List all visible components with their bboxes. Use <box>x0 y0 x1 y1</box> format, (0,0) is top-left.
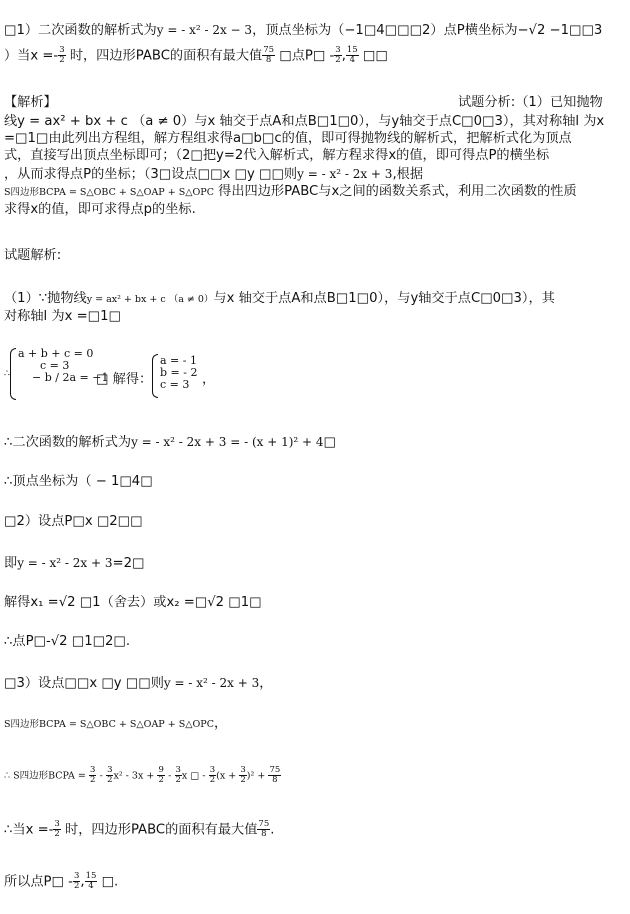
solution-line: ∴顶点坐标为（ − 1□4□ <box>4 474 153 489</box>
answer-line-2: ）当x =- $\frac{3}{2}$ 时，四边形PABC的面积有最大值 $\frac{75}{8}$ □点P□ - $\frac{3}{2}$ , $\frac{15}{4}$ □□ <box>4 45 388 65</box>
fraction: $\frac{3}{2}$ <box>240 765 246 785</box>
fraction: $\frac{15}{4}$ <box>346 45 358 65</box>
analysis-header: 【解析】 <box>4 95 57 110</box>
equation-system-left: a + b + c = 0 c = 3 − b / 2a = −1 <box>18 347 109 384</box>
math-expression: y = - x² - 2x + 3 = - (x + 1)² + 4 <box>131 435 324 449</box>
punctuation: ， <box>202 372 216 387</box>
solution-line: ∴ S四边形BCPA = $\frac{3}{2}$ - $\frac{3}{2}$ x² - 3x + $\frac{9}{2}$ - $\frac{3}{2}$ x □ - $\frac{3}{2}$ (x + $\frac{3}{2}$ )² + $\frac{75}{8}$ <box>4 765 281 785</box>
fraction: $\frac{9}{2}$ <box>158 765 164 785</box>
fraction: $\frac{3}{2}$ <box>335 45 341 65</box>
solution-line: ∴点P□-√2 □1□2□. <box>4 634 131 649</box>
analysis-line: =□1□由此列出方程组，解方程组求得a□b□c的值，即可得抛物线的解析式，把解析式化为顶点 <box>4 131 572 146</box>
analysis-line: S四边形BCPA = S△OBC + S△OAP + S△OPC 得出四边形PABC与x之间的函数关系式，利用二次函数的性质 <box>4 184 577 199</box>
fraction: $\frac{75}{8}$ <box>263 45 275 65</box>
analysis-line: 求得x的值，即可求得点p的坐标. <box>4 202 196 217</box>
fraction: $\frac{3}{2}$ <box>73 871 80 891</box>
solution-line: 即y = - x² - 2x + 3=2□ <box>4 556 145 571</box>
analysis-line: 式，直接写出顶点坐标即可；（2□把y=2代入解析式，解方程求得x的值，即可得点P的横坐标 <box>4 148 550 163</box>
solution-line: 所以点P□ - $\frac{3}{2}$ , $\frac{15}{4}$ □. <box>4 871 119 891</box>
math-expression: y = - x² - 2x + 3 <box>297 167 393 181</box>
math-expression: y = - x² - 2x + 3 <box>17 556 113 570</box>
answer-text: □点P□ - <box>279 48 335 64</box>
answer-text: 时，四边形PABC的面积有最大值 <box>69 48 263 64</box>
answer-text: □1）二次函数的解析式为 <box>4 23 157 38</box>
analysis-right-label: 试题分析:（1）已知抛物 <box>458 95 603 110</box>
solution-line: ∴当x =- $\frac{3}{2}$ 时，四边形PABC的面积有最大值 $\frac{75}{8}$ . <box>4 819 275 839</box>
fraction: $\frac{3}{2}$ <box>90 765 96 785</box>
fraction: $\frac{75}{8}$ <box>258 819 270 839</box>
solution-line: □3）设点□□x □y □□则y = - x² - 2x + 3， <box>4 676 273 691</box>
therefore-symbol: ∴ <box>4 369 10 379</box>
solution-line: ∴二次函数的解析式为y = - x² - 2x + 3 = - (x + 1)² + 4□ <box>4 435 336 450</box>
solution-line: □2）设点P□x □2□□ <box>4 514 143 529</box>
solve-label: □ 解得： <box>96 372 153 387</box>
analysis-line: ，从而求得点P的坐标；（3□设点□□x □y □□则y = - x² - 2x + 3,根据 <box>4 167 424 182</box>
math-expression: y = - x² - 2x + 3 <box>163 676 260 690</box>
solution-line: 解得x₁ =√2 □1（舍去）或x₂ =□√2 □1□ <box>4 595 262 610</box>
solution-line: S四边形BCPA = S△OBC + S△OAP + S△OPC， <box>4 716 228 731</box>
solution-line: 对称轴l 为x =□1□ <box>4 309 121 324</box>
right-brace <box>152 354 158 398</box>
answer-text: ，顶点坐标为（−1□4□□□2）点P横坐标为−√2 −1□□3 <box>252 23 603 38</box>
answer-text: ）当x =- <box>4 48 59 64</box>
equation-system-right: a = - 1 b = - 2 c = 3 <box>160 354 198 391</box>
fraction: $\frac{75}{8}$ <box>269 765 281 785</box>
math-expression: y = ax² + bx + c （a ≠ 0） <box>86 294 214 305</box>
analysis-line: 线y = ax² + bx + c （a ≠ 0）与x 轴交于点A和点B□1□0），与y轴交于点C□0□3），其对称轴l 为x <box>4 114 605 129</box>
fraction: $\frac{3}{2}$ <box>59 45 65 65</box>
math-expression: S四边形BCPA = S△OBC + S△OAP + S△OPC <box>4 187 214 198</box>
fraction: $\frac{3}{2}$ <box>107 765 113 785</box>
answer-text: □□ <box>362 48 388 64</box>
fraction: $\frac{3}{2}$ <box>175 765 181 785</box>
math-expression: y = - x² - 2x − 3 <box>156 23 253 37</box>
solution-line: （1）∵抛物线y = ax² + bx + c （a ≠ 0）与x 轴交于点A和点B□1□0），与y轴交于点C□0□3），其 <box>4 291 555 306</box>
math-expression: S四边形BCPA = S△OBC + S△OAP + S△OPC <box>4 719 214 730</box>
left-brace <box>10 348 16 400</box>
fraction: $\frac{3}{2}$ <box>209 765 216 785</box>
fraction: $\frac{15}{4}$ <box>85 871 97 891</box>
solution-title: 试题解析: <box>4 248 62 263</box>
answer-line-1 <box>4 22 602 39</box>
fraction: $\frac{3}{2}$ <box>54 819 60 839</box>
